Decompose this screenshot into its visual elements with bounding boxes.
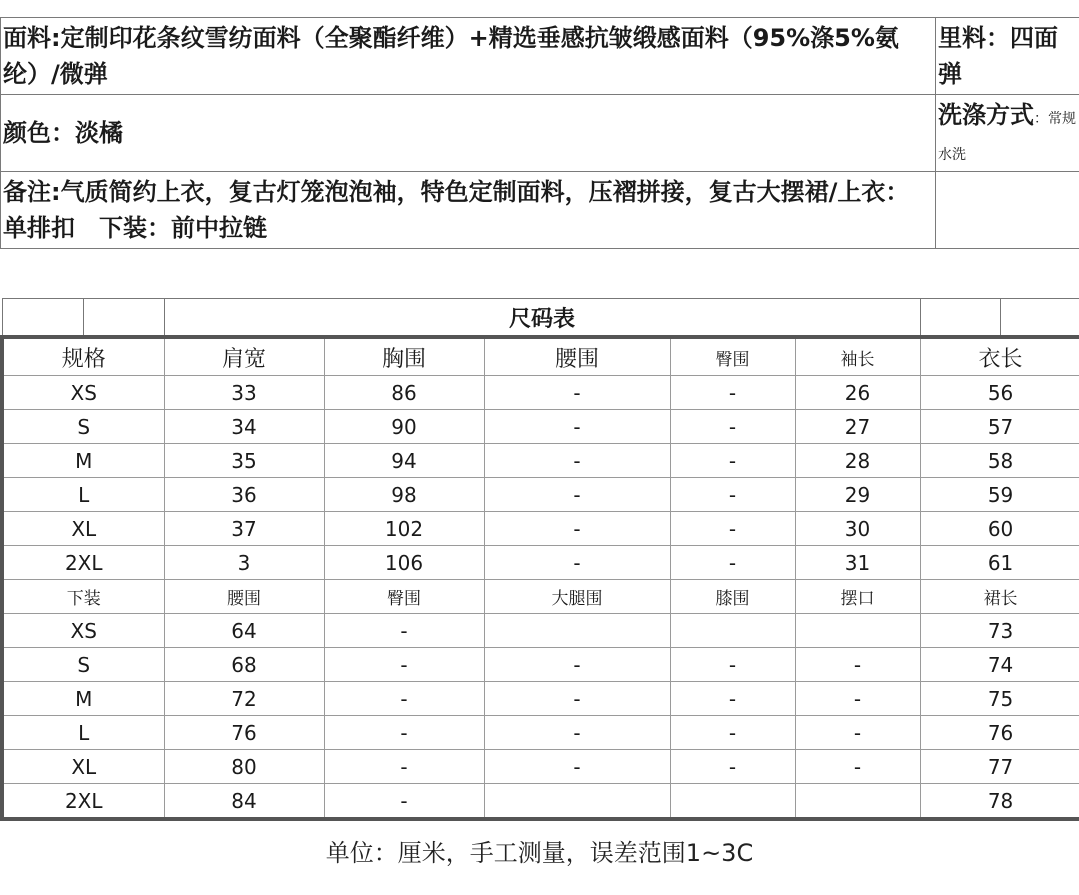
info-row-color (1, 95, 1079, 172)
table-row (2, 682, 1079, 716)
table-row (2, 478, 1079, 512)
measure-cell: - (670, 648, 795, 682)
table-row (2, 376, 1079, 410)
measure-cell: - (795, 682, 920, 716)
title-blank-cell (920, 299, 1000, 338)
title-blank-cell (2, 299, 83, 338)
measure-cell: - (670, 750, 795, 784)
size-label-cell: M (2, 682, 164, 716)
measure-cell: - (484, 512, 670, 546)
size-label-cell: XL (2, 750, 164, 784)
table-row (2, 716, 1079, 750)
measure-cell: 94 (324, 444, 484, 478)
size-chart-title: 尺码表 (164, 299, 920, 338)
bottom-size-rows (2, 614, 1079, 820)
measure-cell: - (484, 376, 670, 410)
measure-cell (795, 784, 920, 820)
measure-cell: 74 (920, 648, 1079, 682)
size-label-cell: XS (2, 614, 164, 648)
measure-cell: - (795, 648, 920, 682)
header-cell: 胸围 (324, 337, 484, 376)
measure-cell: - (484, 546, 670, 580)
measure-cell: 73 (920, 614, 1079, 648)
size-label-cell: S (2, 410, 164, 444)
measure-cell: - (324, 750, 484, 784)
lining-text: 里料：四面弹 (936, 18, 1079, 95)
header-cell: 膝围 (670, 580, 795, 614)
measure-cell: - (484, 478, 670, 512)
measure-cell: - (324, 648, 484, 682)
header-cell: 大腿围 (484, 580, 670, 614)
measure-cell (670, 614, 795, 648)
unit-note: 单位：厘米，手工测量，误差范围1~3C (325, 839, 754, 867)
measure-cell: 102 (324, 512, 484, 546)
measure-cell: 86 (324, 376, 484, 410)
header-cell: 摆口 (795, 580, 920, 614)
measure-cell: 30 (795, 512, 920, 546)
measure-cell: 56 (920, 376, 1079, 410)
measure-cell: 77 (920, 750, 1079, 784)
wash-label: 洗涤方式 (938, 101, 1034, 129)
size-chart-table (0, 298, 1079, 821)
size-label-cell: S (2, 648, 164, 682)
fabric-text: 面料:定制印花条纹雪纺面料（全聚酯纤维）+精选垂感抗皱缎感面料（95%涤5%氨纶）/微弹 (1, 18, 936, 95)
measure-cell: 76 (920, 716, 1079, 750)
header-cell: 臀围 (670, 337, 795, 376)
header-cell: 臀围 (324, 580, 484, 614)
header-cell: 腰围 (164, 580, 324, 614)
measure-cell: 37 (164, 512, 324, 546)
measure-cell: - (484, 716, 670, 750)
measure-cell: - (324, 682, 484, 716)
measure-cell: 59 (920, 478, 1079, 512)
measure-cell: - (670, 444, 795, 478)
title-blank-cell (83, 299, 164, 338)
header-cell: 袖长 (795, 337, 920, 376)
bottom-header-row (2, 580, 1079, 614)
header-cell: 下装 (2, 580, 164, 614)
table-row (2, 614, 1079, 648)
measure-cell: 75 (920, 682, 1079, 716)
measure-cell: 27 (795, 410, 920, 444)
measure-cell: 57 (920, 410, 1079, 444)
measure-cell: - (324, 716, 484, 750)
measure-cell: 3 (164, 546, 324, 580)
measure-cell: 64 (164, 614, 324, 648)
info-row-notes (1, 172, 1079, 249)
measure-cell: - (670, 546, 795, 580)
measure-cell (670, 784, 795, 820)
wash-value: ：常规水洗 (938, 111, 1076, 163)
header-cell: 衣长 (920, 337, 1079, 376)
measure-cell: 98 (324, 478, 484, 512)
measure-cell: 28 (795, 444, 920, 478)
measure-cell: - (324, 614, 484, 648)
size-label-cell: L (2, 478, 164, 512)
measure-cell: - (484, 750, 670, 784)
measure-cell: - (484, 410, 670, 444)
measure-cell: 61 (920, 546, 1079, 580)
top-header-row (2, 337, 1079, 376)
header-cell: 腰围 (484, 337, 670, 376)
size-label-cell: XL (2, 512, 164, 546)
header-cell: 规格 (2, 337, 164, 376)
measure-cell (484, 614, 670, 648)
measure-cell: 33 (164, 376, 324, 410)
size-label-cell: 2XL (2, 546, 164, 580)
measure-cell: 68 (164, 648, 324, 682)
table-row (2, 444, 1079, 478)
table-row (2, 784, 1079, 820)
measure-cell: 29 (795, 478, 920, 512)
wash-cell (936, 95, 1079, 172)
table-row (2, 512, 1079, 546)
measure-cell: - (484, 682, 670, 716)
measure-cell: 26 (795, 376, 920, 410)
top-size-rows (2, 376, 1079, 580)
measure-cell: - (670, 376, 795, 410)
measure-cell: - (670, 682, 795, 716)
measure-cell: - (795, 750, 920, 784)
table-row (2, 648, 1079, 682)
measure-cell: 78 (920, 784, 1079, 820)
measure-cell: 34 (164, 410, 324, 444)
measure-cell: - (795, 716, 920, 750)
header-cell: 肩宽 (164, 337, 324, 376)
measure-cell: 35 (164, 444, 324, 478)
measure-cell: 90 (324, 410, 484, 444)
title-blank-cell (1000, 299, 1079, 338)
measure-cell: 58 (920, 444, 1079, 478)
header-cell: 裙长 (920, 580, 1079, 614)
measure-cell: - (670, 478, 795, 512)
measure-cell: 80 (164, 750, 324, 784)
measure-cell: - (670, 410, 795, 444)
table-row (2, 750, 1079, 784)
product-info-table (0, 17, 1079, 249)
size-label-cell: 2XL (2, 784, 164, 820)
measure-cell: 31 (795, 546, 920, 580)
measure-cell: - (484, 444, 670, 478)
measure-cell: 60 (920, 512, 1079, 546)
table-row (2, 546, 1079, 580)
measure-cell (795, 614, 920, 648)
measure-cell: 76 (164, 716, 324, 750)
measure-cell: 84 (164, 784, 324, 820)
measure-cell (484, 784, 670, 820)
measure-cell: 106 (324, 546, 484, 580)
measure-cell: - (484, 648, 670, 682)
size-label-cell: L (2, 716, 164, 750)
info-row-fabric (1, 18, 1079, 95)
measure-cell: 72 (164, 682, 324, 716)
notes-empty-cell (936, 172, 1079, 249)
size-label-cell: M (2, 444, 164, 478)
measure-cell: - (324, 784, 484, 820)
size-chart-title-row (2, 299, 1079, 338)
color-text: 颜色：淡橘 (1, 95, 936, 172)
measure-cell: 36 (164, 478, 324, 512)
table-row (2, 410, 1079, 444)
measure-cell: - (670, 716, 795, 750)
measure-cell: - (670, 512, 795, 546)
size-label-cell: XS (2, 376, 164, 410)
notes-text: 备注:气质简约上衣，复古灯笼泡泡袖，特色定制面料，压褶拼接，复古大摆裙/上衣：单排扣 下装：前中拉链 (1, 172, 936, 249)
